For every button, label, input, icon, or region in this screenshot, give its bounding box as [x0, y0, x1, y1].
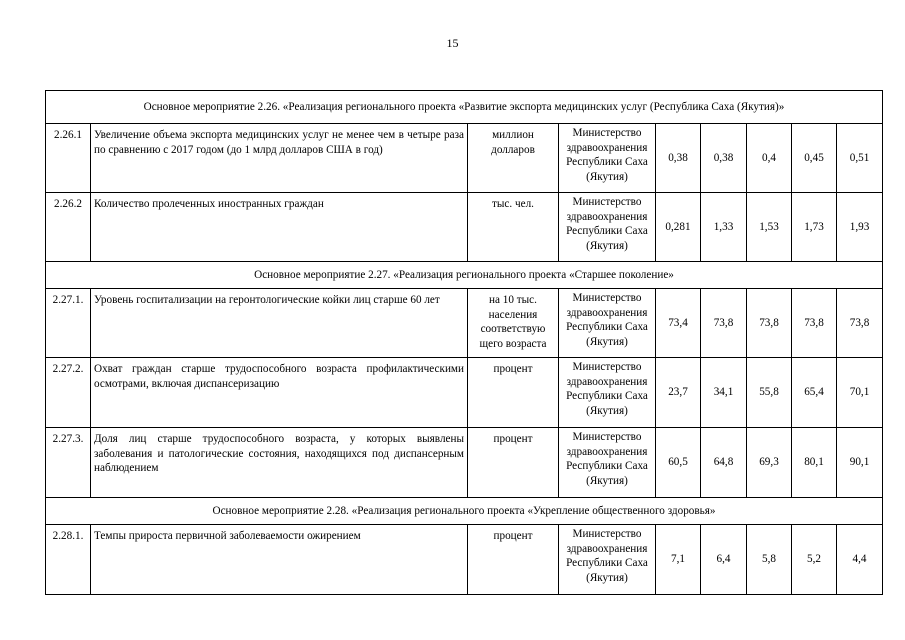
responsible-cell: Министерство здравоохранения Республики Саха (Якутия): [559, 193, 656, 262]
value-cell: 1,33: [701, 193, 747, 262]
unit-cell: тыс. чел.: [468, 193, 559, 262]
indicator-name: Количество пролеченных иностранных граждан: [91, 193, 468, 262]
value-cell: 6,4: [701, 525, 747, 595]
value-cell: 73,8: [701, 289, 747, 358]
section-title: Основное мероприятие 2.27. «Реализация регионального проекта «Старшее поколение»: [46, 262, 883, 289]
section-title: Основное мероприятие 2.26. «Реализация регионального проекта «Развитие экспорта медицинских услуг (Республика Саха (Якутия)»: [46, 91, 883, 124]
table-row: [46, 525, 883, 595]
value-cell: 5,2: [792, 525, 837, 595]
row-number: 2.27.2.: [46, 358, 91, 428]
responsible-cell: Министерство здравоохранения Республики Саха (Якутия): [559, 358, 656, 428]
indicator-name: Уровень госпитализации на геронтологические койки лиц старше 60 лет: [91, 289, 468, 358]
value-cell: 80,1: [792, 428, 837, 498]
indicator-name: Охват граждан старше трудоспособного возраста профилактическими осмотрами, включая диспансеризацию: [91, 358, 468, 428]
value-cell: 1,93: [837, 193, 883, 262]
value-cell: 70,1: [837, 358, 883, 428]
indicators-table: [45, 90, 883, 595]
value-cell: 4,4: [837, 525, 883, 595]
value-cell: 0,38: [701, 124, 747, 193]
value-cell: 5,8: [747, 525, 792, 595]
value-cell: 23,7: [656, 358, 701, 428]
row-number: 2.28.1.: [46, 525, 91, 595]
table-row: [46, 124, 883, 193]
value-cell: 73,8: [837, 289, 883, 358]
unit-cell: процент: [468, 358, 559, 428]
table-row: [46, 358, 883, 428]
unit-cell: на 10 тыс. населения соответствую щего возраста: [468, 289, 559, 358]
section-row: [46, 498, 883, 525]
row-number: 2.27.3.: [46, 428, 91, 498]
unit-cell: миллион долларов: [468, 124, 559, 193]
responsible-cell: Министерство здравоохранения Республики Саха (Якутия): [559, 124, 656, 193]
section-row: [46, 91, 883, 124]
indicator-name: Темпы прироста первичной заболеваемости ожирением: [91, 525, 468, 595]
value-cell: 65,4: [792, 358, 837, 428]
value-cell: 73,8: [747, 289, 792, 358]
section-row: [46, 262, 883, 289]
value-cell: 55,8: [747, 358, 792, 428]
row-number: 2.26.1: [46, 124, 91, 193]
value-cell: 64,8: [701, 428, 747, 498]
value-cell: 0,45: [792, 124, 837, 193]
value-cell: 90,1: [837, 428, 883, 498]
value-cell: 0,281: [656, 193, 701, 262]
value-cell: 0,51: [837, 124, 883, 193]
indicator-name: Увеличение объема экспорта медицинских услуг не менее чем в четыре раза по сравнению с 2017 годом (до 1 млрд долларов США в год): [91, 124, 468, 193]
responsible-cell: Министерство здравоохранения Республики Саха (Якутия): [559, 289, 656, 358]
responsible-cell: Министерство здравоохранения Республики Саха (Якутия): [559, 525, 656, 595]
value-cell: 0,38: [656, 124, 701, 193]
value-cell: 73,8: [792, 289, 837, 358]
unit-cell: процент: [468, 525, 559, 595]
value-cell: 69,3: [747, 428, 792, 498]
value-cell: 73,4: [656, 289, 701, 358]
value-cell: 60,5: [656, 428, 701, 498]
value-cell: 34,1: [701, 358, 747, 428]
table-row: [46, 289, 883, 358]
indicator-name: Доля лиц старше трудоспособного возраста, у которых выявлены заболевания и патологические состояния, находящихся под диспансерным наблюдением: [91, 428, 468, 498]
value-cell: 1,73: [792, 193, 837, 262]
value-cell: 0,4: [747, 124, 792, 193]
value-cell: 1,53: [747, 193, 792, 262]
responsible-cell: Министерство здравоохранения Республики Саха (Якутия): [559, 428, 656, 498]
section-title: Основное мероприятие 2.28. «Реализация регионального проекта «Укрепление общественного здоровья»: [46, 498, 883, 525]
page-number: 15: [446, 36, 459, 50]
row-number: 2.26.2: [46, 193, 91, 262]
table-row: [46, 193, 883, 262]
unit-cell: процент: [468, 428, 559, 498]
value-cell: 7,1: [656, 525, 701, 595]
row-number: 2.27.1.: [46, 289, 91, 358]
table-row: [46, 428, 883, 498]
